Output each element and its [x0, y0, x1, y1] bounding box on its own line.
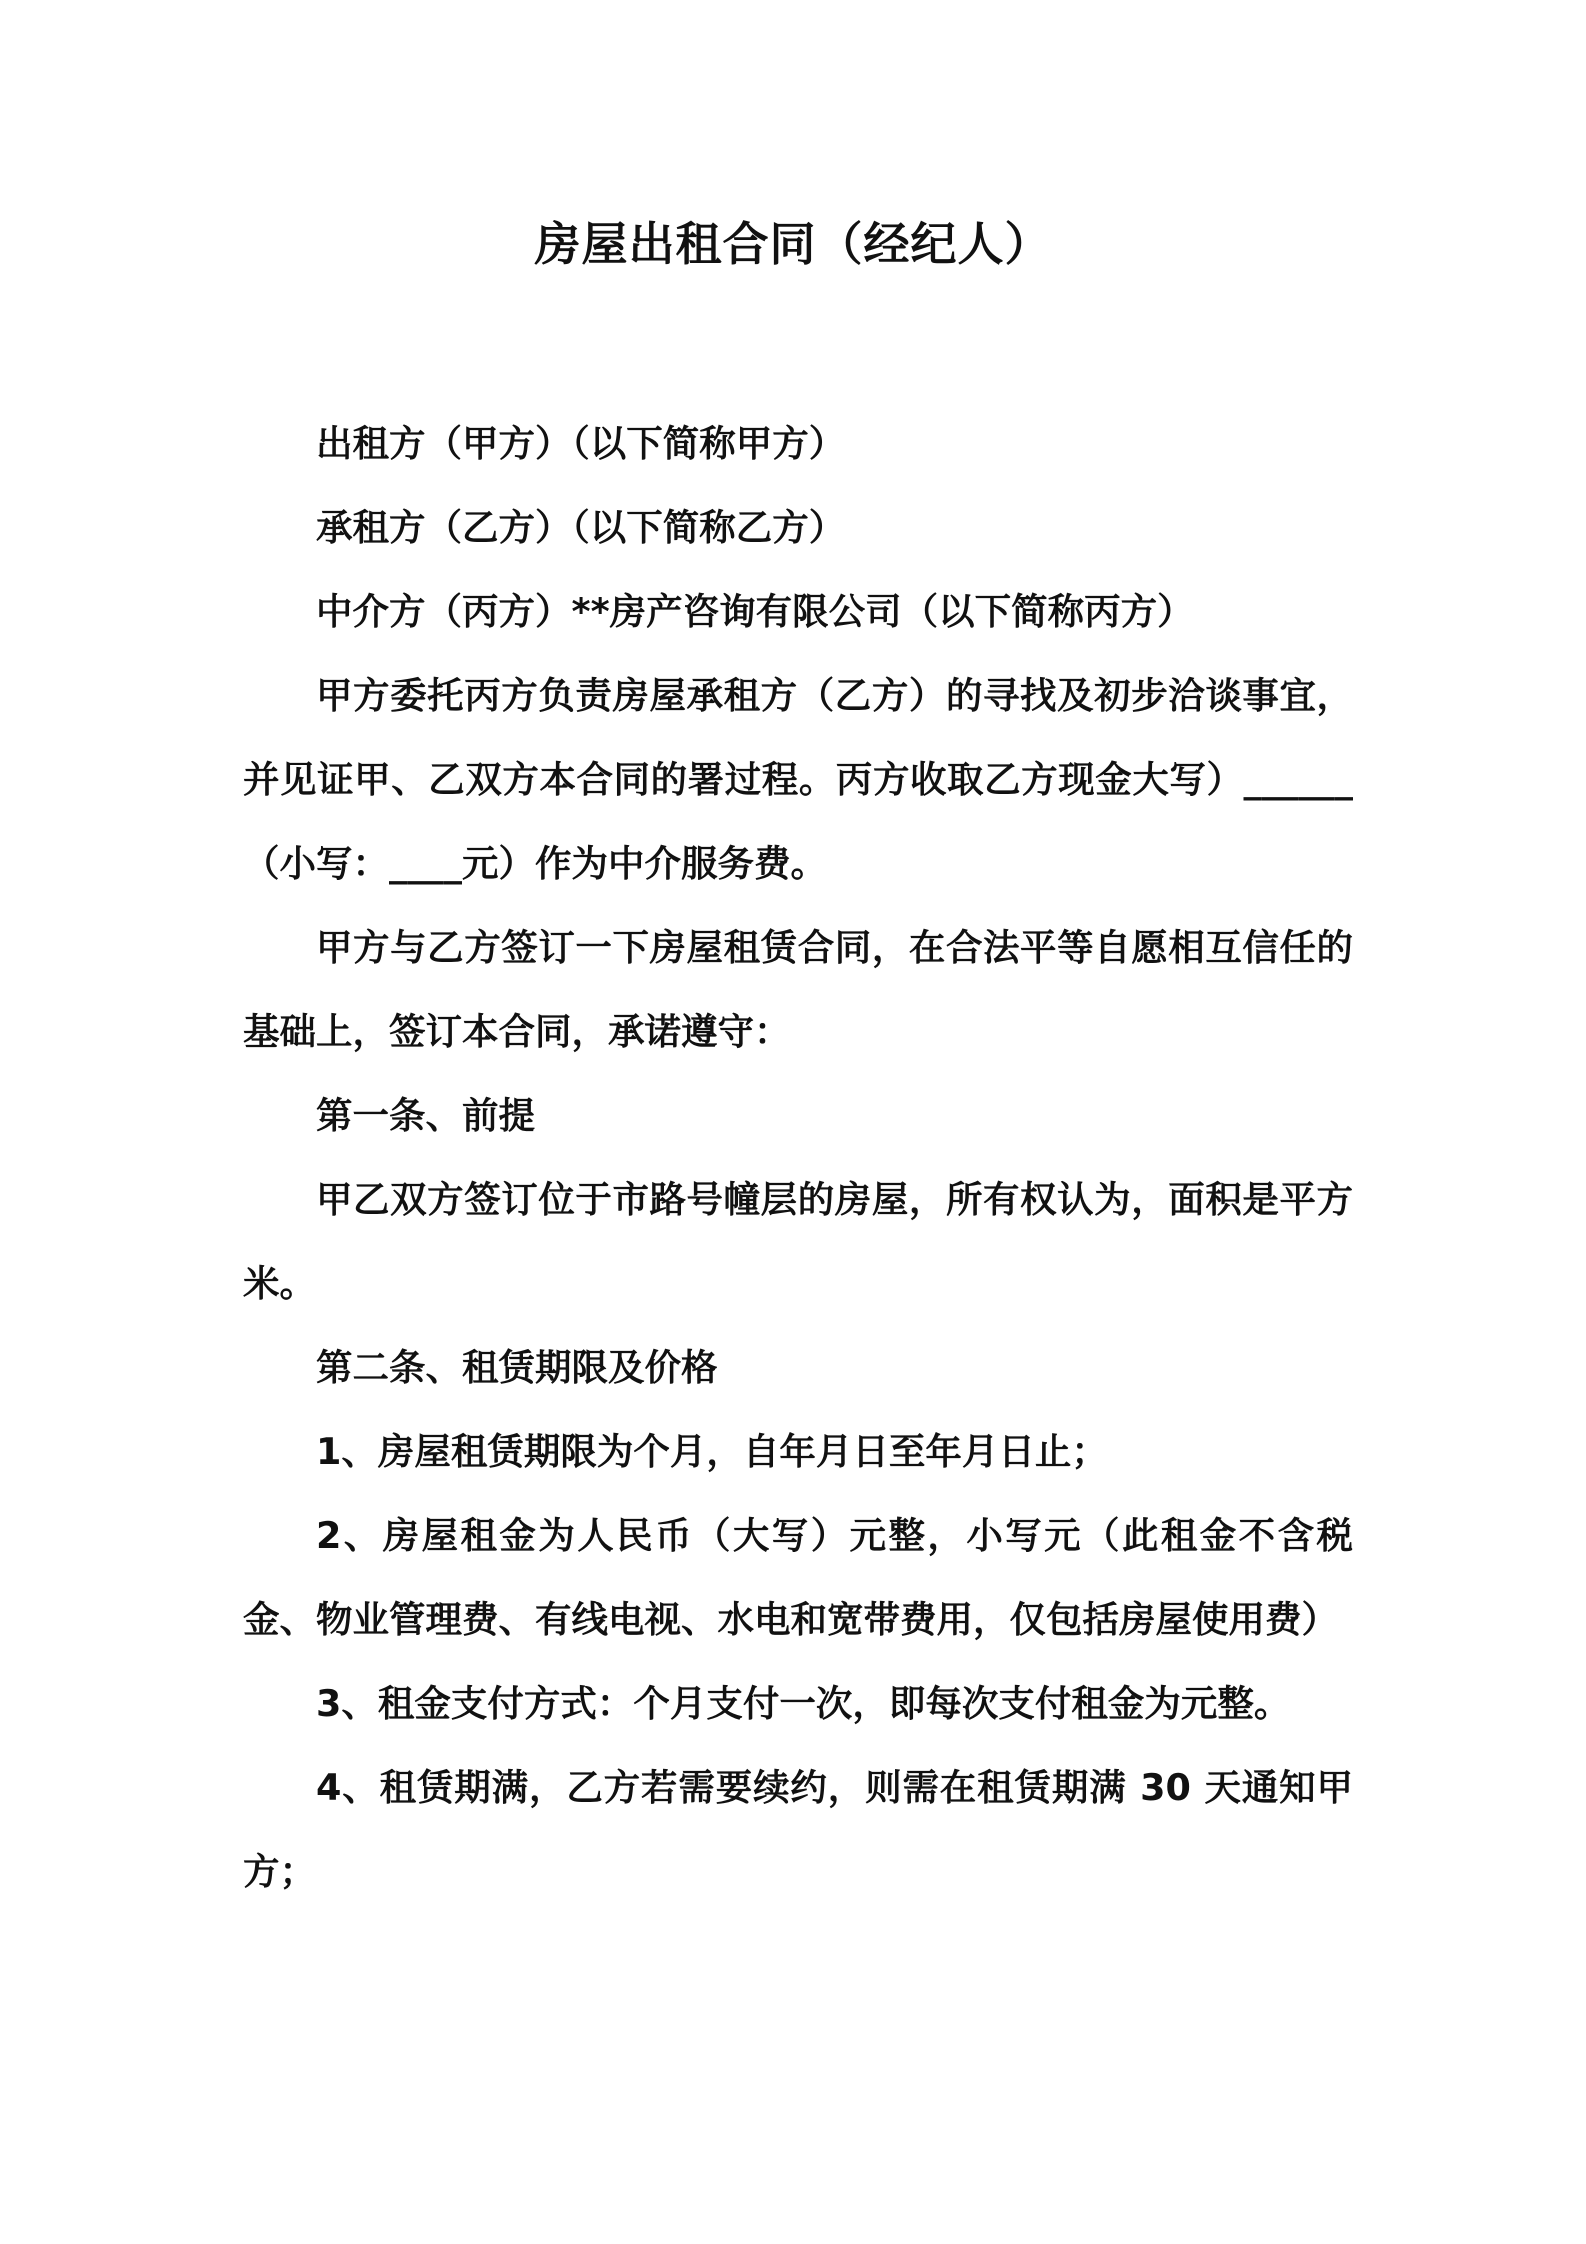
- party-c-line: 中介方（丙方）**房产咨询有限公司（以下简称丙方）: [316, 590, 1194, 633]
- clause-2: 2、房屋租金为人民币（大写）元整，小写元（此租金不含税金、物业管理费、有线电视、水电和宽带费用，仅包括房屋使用费）: [243, 1514, 1353, 1641]
- document-title: 房屋出租合同（经纪人）: [534, 217, 1052, 271]
- clause-4: 4、租赁期满，乙方若需要续约，则需在租赁期满 30 天通知甲方；: [243, 1766, 1353, 1893]
- agreement-paragraph: 甲方与乙方签订一下房屋租赁合同，在合法平等自愿相互信任的基础上，签订本合同，承诺遵守：: [243, 926, 1353, 1053]
- clause-3: 3、租金支付方式：个月支付一次，即每次支付租金为元整。: [316, 1682, 1291, 1725]
- document-body: [243, 402, 1353, 1914]
- party-a-line: 出租方（甲方）（以下简称甲方）: [316, 422, 846, 465]
- article-2-heading: 第二条、租赁期限及价格: [316, 1346, 718, 1389]
- agency-paragraph: 甲方委托丙方负责房屋承租方（乙方）的寻找及初步洽谈事宜，并见证甲、乙双方本合同的署过程。丙方收取乙方现金大写）______（小写：____元）作为中介服务费。: [243, 674, 1353, 885]
- clause-1: 1、房屋租赁期限为个月，自年月日至年月日止；: [316, 1430, 1108, 1473]
- article-1-heading: 第一条、前提: [316, 1094, 535, 1137]
- article-1-paragraph: 甲乙双方签订位于市路号幢层的房屋，所有权认为，面积是平方米。: [243, 1178, 1353, 1305]
- party-b-line: 承租方（乙方）（以下简称乙方）: [316, 506, 846, 549]
